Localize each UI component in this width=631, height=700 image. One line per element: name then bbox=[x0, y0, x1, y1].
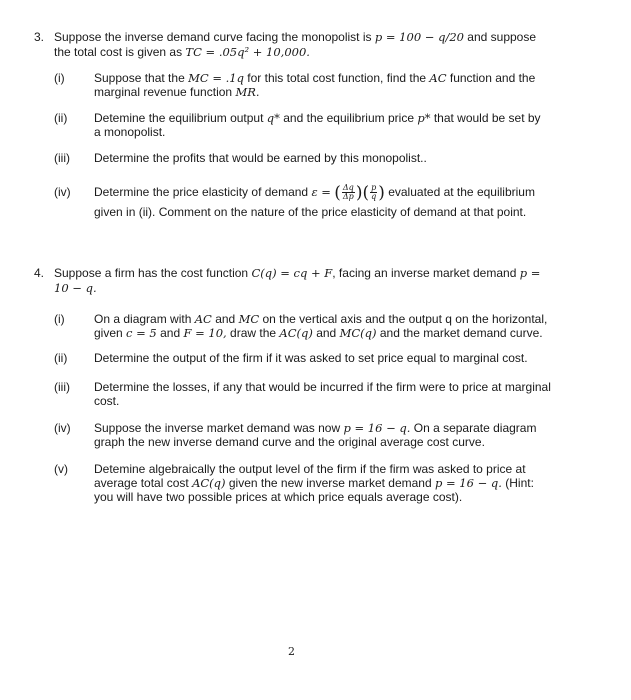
subquestion-4-iii: (iii) Determine the losses, if any that would be incurred if the firm were to price at marginal cost. bbox=[54, 380, 551, 408]
question-number: 3. bbox=[34, 30, 45, 44]
subquestion-label: (iii) bbox=[54, 380, 70, 394]
subquestion-label: (ii) bbox=[54, 351, 68, 365]
question-stem: Suppose the inverse demand curve facing the monopolist is p = 100 − q/20 and suppose the total cost is given as TC = .05q² + 10,000. bbox=[54, 30, 537, 59]
cost-function: C(q) = cq + F bbox=[251, 266, 333, 280]
subquestion-label: (i) bbox=[54, 71, 65, 85]
subquestion-label: (iv) bbox=[54, 421, 71, 435]
subquestion-4-i: (i) On a diagram with AC and MC on the vertical axis and the output q on the horizontal, given c = 5 and F = 10, draw the AC(q) and MC(q) and the market demand curve. bbox=[54, 312, 548, 340]
question-4 bbox=[34, 266, 574, 296]
subquestion-label: (i) bbox=[54, 312, 65, 326]
subquestion-3-iii: (iii) Determine the profits that would be earned by this monopolist.. bbox=[54, 151, 427, 165]
subquestion-3-i: (i) Suppose that the MC = .1q for this total cost function, find the AC function and the marginal revenue function MR. bbox=[54, 71, 536, 99]
elasticity-formula: ε = bbox=[311, 185, 331, 199]
question-stem: Suppose a firm has the cost function C(q) = cq + F, facing an inverse market demand p = 10 − q. bbox=[54, 266, 541, 295]
subquestion-label: (iii) bbox=[54, 151, 70, 165]
subquestion-4-ii: (ii) Determine the output of the firm if it was asked to set price equal to marginal cost. bbox=[54, 351, 528, 365]
total-cost-equation: TC = .05q² + 10,000. bbox=[185, 45, 310, 59]
subquestion-3-ii: (ii) Detemine the equilibrium output q* and the equilibrium price p* that would be set by a monopolist. bbox=[54, 111, 541, 139]
subquestion-label: (iv) bbox=[54, 185, 71, 199]
page-number: 2 bbox=[288, 645, 295, 658]
subquestion-4-v: (v) Detemine algebraically the output level of the firm if the firm was asked to price at average total cost AC(q) given the new inverse market demand p = 16 − q. (Hint: you will have two possible prices at which price equals average cost). bbox=[54, 462, 534, 504]
question-number: 4. bbox=[34, 266, 45, 280]
subquestion-label: (ii) bbox=[54, 111, 68, 125]
demand-equation: p = 100 − q/20 bbox=[374, 30, 464, 44]
subquestion-3-iv-cont: given in (ii). Comment on the nature of the price elasticity of demand at that point. bbox=[94, 205, 527, 219]
subquestion-label: (v) bbox=[54, 462, 68, 476]
subquestion-3-iv: (iv) Determine the price elasticity of demand ε = ( $\frac{\Delta q}{\Delta p}$ )( $\frac{p}{q}$ ) evaluated at the equilibrium bbox=[54, 182, 535, 203]
subquestion-4-iv: (iv) Suppose the inverse market demand was now p = 16 − q. On a separate diagram graph the new inverse demand curve and the original average cost curve. bbox=[54, 421, 537, 449]
demand-equation: 10 − q. bbox=[54, 281, 97, 295]
question-3 bbox=[34, 30, 574, 60]
